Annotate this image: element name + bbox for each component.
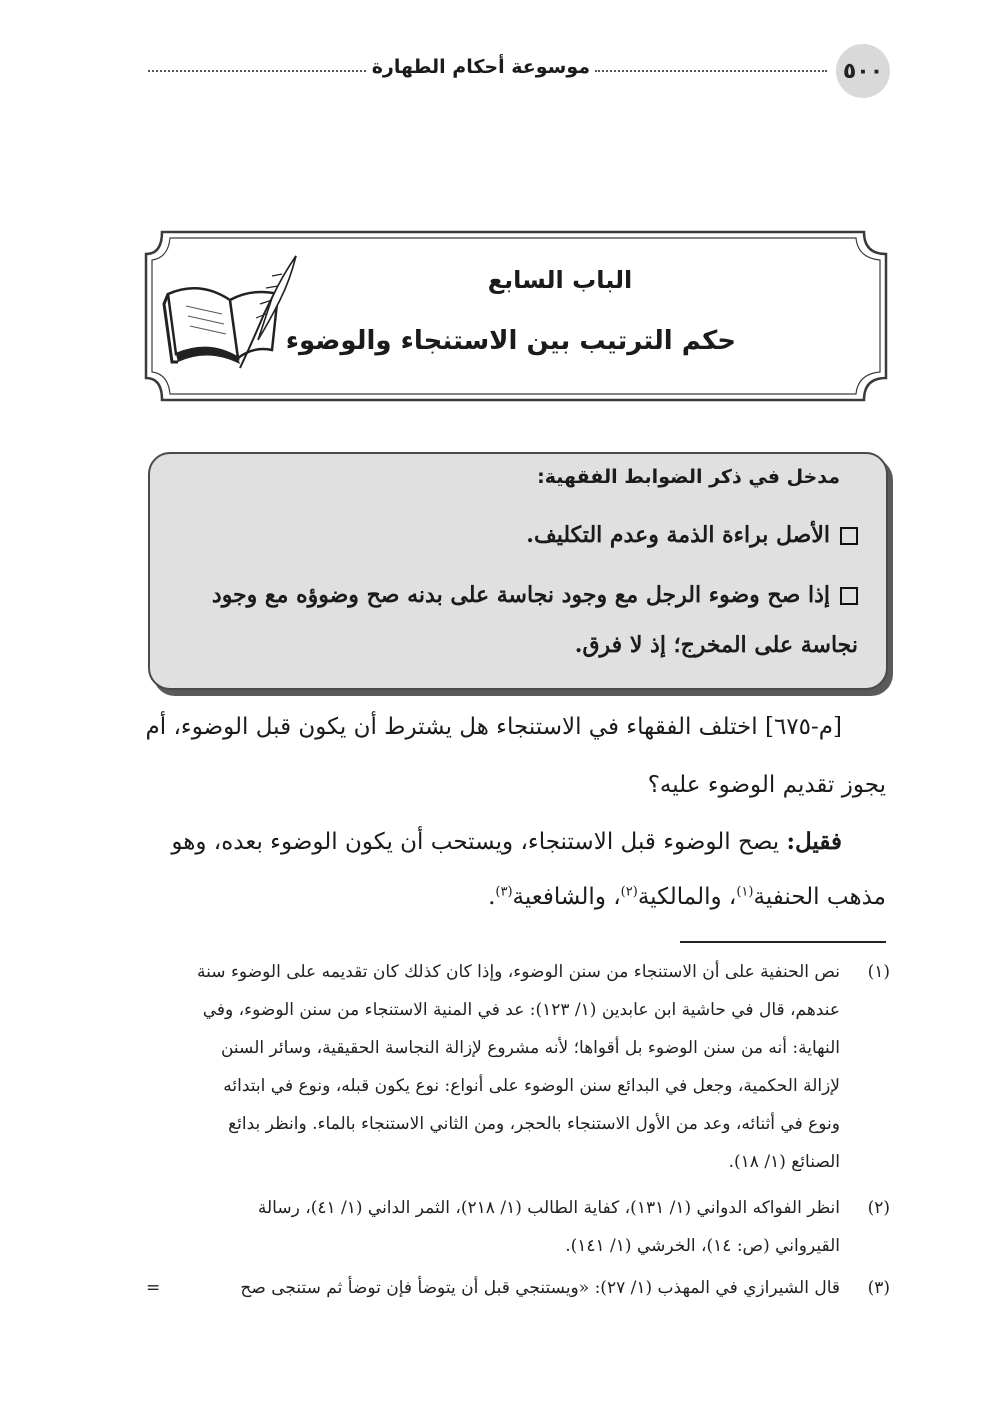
footnote-1-line-3: النهاية: أنه من سنن الوضوء بل أقواها؛ لأنه مشروع لإزالة النجاسة الحقيقية، وسائر السنن (220, 1038, 840, 1058)
paragraph-2-line-1 (140, 828, 842, 855)
paragraph-lead-word: فقيل: (786, 828, 842, 855)
checkbox-bullet-icon (840, 527, 858, 545)
paragraph-1-line-1: [م-٦٧٥] اختلف الفقهاء في الاستنجاء هل يشترط أن يكون قبل الوضوء، أم (145, 714, 842, 740)
rule-item-1 (300, 522, 858, 548)
rule-item-2 (150, 582, 858, 608)
book-and-quill-icon (160, 254, 300, 372)
madhhab-shafii: ، والشافعية (512, 884, 621, 910)
header-dotted-leader-left (148, 70, 366, 72)
paragraph-2-line-1-text: يصح الوضوء قبل الاستنجاء، ويستحب أن يكون الوضوء بعده، وهو (171, 829, 787, 855)
footnote-1-line-1: نص الحنفية على أن الاستنجاء من سنن الوضوء، وإذا كان كذلك كان تقديمه على الوضوء سنة (197, 962, 840, 982)
footnote-2-marker: (٢) (867, 1198, 890, 1218)
rule-text-2-line-2: نجاسة على المخرج؛ إذ لا فرق. (574, 632, 858, 658)
madhhab-maliki: ، والمالكية (637, 884, 737, 910)
chapter-title: حكم الترتيب بين الاستنجاء والوضوء (285, 326, 736, 356)
footnote-1-line-2: عندهم، قال في حاشية ابن عابدين (١/ ١٢٣): عد في المنية الاستنجاء من سنن الوضوء، وفي (202, 1000, 840, 1020)
rules-heading: مدخل في ذكر الضوابط الفقهية: (537, 466, 840, 488)
footnote-2-line-2: القيرواني (ص: ١٤)، الخرشي (١/ ١٤١). (565, 1236, 840, 1256)
footnote-3-marker: (٣) (867, 1278, 890, 1298)
footnote-1-line-5: ونوع في أثنائه، وعد من الأول الاستنجاء بالحجر، ومن الثاني الاستنجاء بالماء. وانظر بدائع (228, 1114, 840, 1134)
header-dotted-leader-right (595, 70, 827, 72)
footnote-ref-3[interactable]: (٣) (495, 884, 513, 900)
madhhab-hanafi: مذهب الحنفية (753, 884, 886, 910)
footnote-ref-2[interactable]: (٢) (620, 884, 638, 900)
footnote-separator (680, 941, 886, 943)
paragraph-1-line-2: يجوز تقديم الوضوء عليه؟ (647, 772, 886, 798)
footnote-continuation-marker: = (146, 1278, 161, 1298)
footnote-2-line-1: انظر الفواكه الدواني (١/ ١٣١)، كفاية الطالب (١/ ٢١٨)، الثمر الداني (١/ ٤١)، رسالة (257, 1198, 840, 1218)
rule-text-2-line-1: إذا صح وضوء الرجل مع وجود نجاسة على بدنه صح وضوؤه مع وجود (211, 582, 830, 608)
footnote-3-line-1: قال الشيرازي في المهذب (١/ ٢٧): «ويستنجي قبل أن يتوضأ فإن توضأ ثم ستنجى صح (240, 1278, 840, 1298)
running-title: موسوعة أحكام الطهارة (371, 56, 590, 78)
footnote-ref-1[interactable]: (١) (736, 884, 754, 900)
rule-text-1: الأصل براءة الذمة وعدم التكليف. (526, 522, 830, 548)
footnote-1-line-4: لإزالة الحكمية، وجعل في البدائع سنن الوضوء على أنواع: نوع يكون قبله، ونوع في ابتدائه (223, 1076, 840, 1096)
sentence-end: . (488, 884, 496, 910)
footnote-1-marker: (١) (867, 962, 890, 982)
paragraph-2-line-2 (300, 884, 886, 910)
checkbox-bullet-icon (840, 587, 858, 605)
page-number-badge (836, 44, 890, 98)
chapter-number: الباب السابع (487, 266, 633, 294)
footnote-1-line-6: الصنائع (١/ ١٨). (728, 1152, 840, 1172)
page-number: ٥٠٠ (842, 58, 884, 84)
